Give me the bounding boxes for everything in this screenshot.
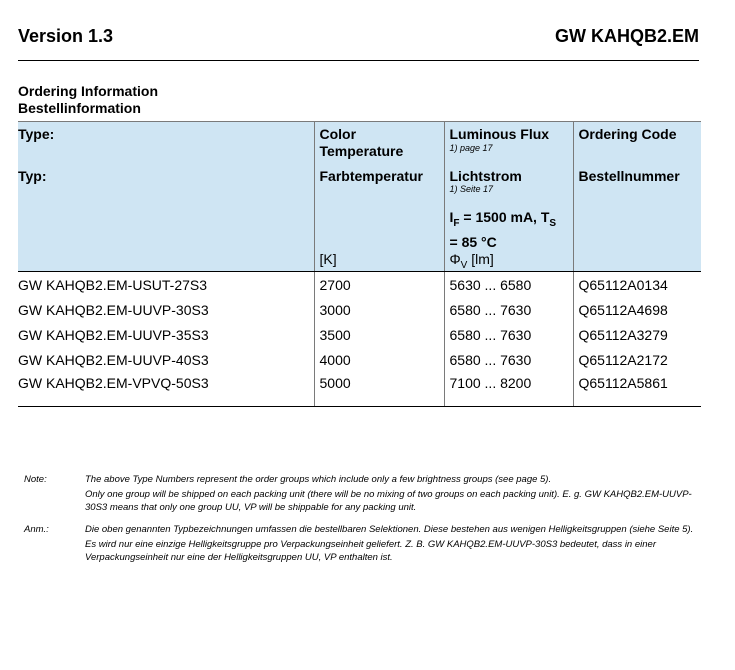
product-name: GW KAHQB2.EM (555, 26, 699, 46)
anm-line: Es wird nur eine einzige Helligkeitsgruppe pro Verpackungseinheit geliefert. Z. B. GW KAHQB2.EM-UUVP-30S3 bedeutet, dass in einer Verpackungseinheit nur eine der Helligkeitsgruppen UU, VP enthalten ist. (85, 539, 656, 563)
cell-code: Q65112A4698 (578, 301, 668, 318)
note-line: Only one group will be shipped on each packing unit (there will be no mixing of two groups on each packing unit). E. g. GW KAHQB2.EM-UUVP-30S3 means that only one group UU, VP will be shippable for any packing unit. (85, 489, 692, 513)
cell-type: GW KAHQB2.EM-USUT-27S3 (18, 272, 314, 298)
note-de (24, 523, 704, 564)
table-row (18, 347, 701, 372)
cell-cct: 2700 (314, 272, 444, 298)
cell-code: Q65112A3279 (578, 326, 668, 343)
cell-type: GW KAHQB2.EM-UUVP-30S3 (18, 297, 314, 322)
cell-flux: 6580 ... 7630 (444, 297, 573, 322)
table-header-row (18, 122, 701, 272)
note-line: The above Type Numbers represent the order groups which include only a few brightness groups (see page 5). (85, 474, 552, 485)
note-label: Note: (24, 474, 47, 485)
cell-type: GW KAHQB2.EM-UUVP-35S3 (18, 322, 314, 347)
header-cct-de: Farbtemperatur (319, 168, 423, 184)
cell-cct: 3000 (314, 297, 444, 322)
header-ordering-code (573, 122, 701, 272)
section-title-en: Ordering Information (18, 83, 158, 99)
cell-flux: 7100 ... 8200 (444, 372, 573, 407)
cell-cct: 3500 (314, 322, 444, 347)
header-flux-ref-de: 1) Seite 17 (449, 184, 494, 194)
cell-flux: 6580 ... 7630 (444, 322, 573, 347)
ordering-table (18, 121, 701, 407)
cell-cct: 5000 (314, 372, 444, 407)
table-row (18, 272, 701, 298)
header-cct-unit: [K] (319, 251, 337, 267)
header-flux-unit (450, 251, 494, 271)
cell-flux: 6580 ... 7630 (444, 347, 573, 372)
page-header (18, 26, 699, 61)
header-luminous-flux (444, 122, 573, 272)
anm-line: Die oben genannten Typbezeichnungen umfassen die bestellbaren Selektionen. Diese bestehen aus wenigen Helligkeitsgruppen (siehe Seite 5). (85, 524, 694, 535)
header-type (18, 122, 314, 272)
header-flux-ref-en: 1) page 17 (449, 143, 493, 153)
table-row (18, 372, 701, 407)
section-title-de: Bestellinformation (18, 100, 141, 116)
flux-symbol: Φ (449, 251, 461, 267)
header-flux-en: Luminous Flux (449, 126, 550, 142)
condition-temp-sub: S (549, 217, 557, 229)
condition-current-value: = 1500 mA, T (459, 209, 550, 225)
cell-code: Q65112A0134 (578, 276, 668, 293)
header-code-en: Ordering Code (578, 126, 677, 142)
condition-current-sub: F (453, 217, 460, 229)
version-label: Version 1.3 (18, 26, 114, 46)
header-cct-en: Color Temperature (319, 126, 404, 159)
cell-code: Q65112A5861 (573, 372, 701, 407)
header-code-de: Bestellnummer (578, 168, 680, 184)
cell-flux: 5630 ... 6580 (444, 272, 573, 298)
anm-label: Anm.: (24, 524, 49, 535)
header-color-temperature (314, 122, 444, 272)
cell-cct: 4000 (314, 347, 444, 372)
header-flux-condition (450, 208, 557, 252)
flux-symbol-sub: V (460, 259, 468, 271)
condition-temp-value: = 85 °C (449, 233, 497, 250)
condition-current-symbol: I (449, 209, 454, 225)
table-row (18, 297, 701, 322)
flux-unit: [lm] (467, 251, 494, 267)
notes-section (24, 473, 704, 573)
header-flux-de: Lichtstrom (449, 168, 522, 184)
cell-type: GW KAHQB2.EM-VPVQ-50S3 (18, 372, 314, 407)
table-row (18, 322, 701, 347)
section-title (18, 83, 158, 117)
cell-code: Q65112A2172 (578, 351, 668, 368)
header-type-en: Type: (18, 126, 55, 142)
header-type-de: Typ: (18, 168, 47, 184)
cell-type: GW KAHQB2.EM-UUVP-40S3 (18, 347, 314, 372)
note-en (24, 473, 704, 514)
